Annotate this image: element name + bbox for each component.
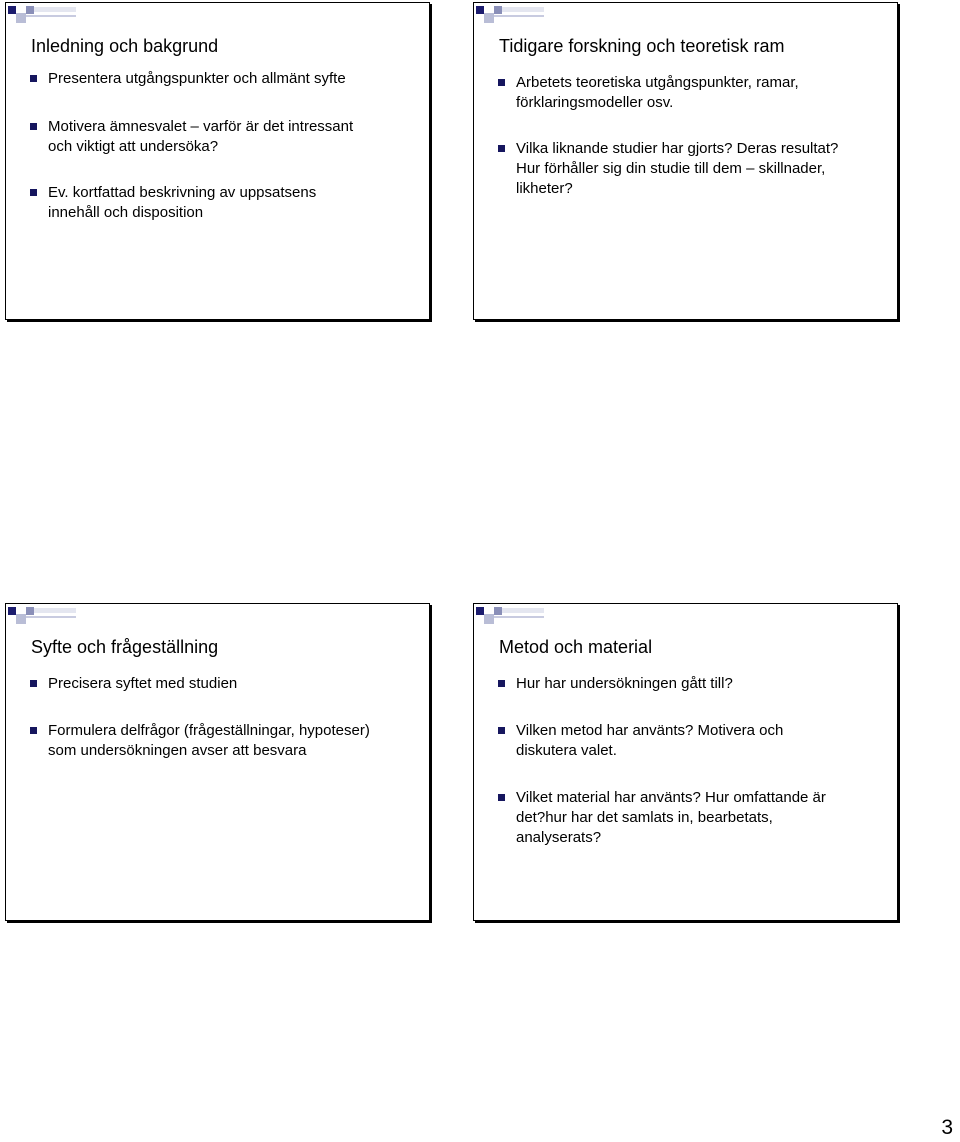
list-item: Vilken metod har använts? Motivera och diskutera valet. [496,721,826,761]
page-number: 3 [941,1116,953,1139]
list-item: Vilka liknande studier har gjorts? Deras resultat? Hur förhåller sig din studie till dem – skillnader, likheter? [496,139,838,199]
slide-title: Inledning och bakgrund [31,36,219,56]
slide-metod [473,603,898,921]
square-bullet-icon [498,79,505,86]
slide-title: Metod och material [499,637,653,657]
square-bullet-icon [30,123,37,130]
slide-logo-icon [474,604,544,626]
list-item: Ev. kortfattad beskrivning av uppsatsens innehåll och disposition [28,183,353,223]
list-item: Hur har undersökningen gått till? [496,674,826,694]
list-item: Formulera delfrågor (frågeställningar, hypoteser) som undersökningen avser att besvara [28,721,370,761]
square-bullet-icon [498,680,505,687]
list-item: Presentera utgångspunkter och allmänt syfte [28,69,353,89]
list-item: Motivera ämnesvalet – varför är det intressant och viktigt att undersöka? [28,117,353,157]
slide-logo-icon [6,604,76,626]
square-bullet-icon [30,727,37,734]
square-bullet-icon [30,75,37,82]
square-bullet-icon [30,189,37,196]
slide-title: Syfte och frågeställning [31,637,219,657]
square-bullet-icon [498,145,505,152]
square-bullet-icon [498,727,505,734]
bullet-list [496,674,826,848]
bullet-list [28,674,370,761]
slide-logo-icon [474,3,544,25]
slide-inledning [5,2,430,320]
slide-title: Tidigare forskning och teoretisk ram [499,36,785,56]
slide-tidigare-forskning [473,2,898,320]
bullet-list [28,69,353,223]
slide-syfte [5,603,430,921]
square-bullet-icon [498,794,505,801]
square-bullet-icon [30,680,37,687]
list-item: Precisera syftet med studien [28,674,370,694]
list-item: Arbetets teoretiska utgångspunkter, ramar, förklaringsmodeller osv. [496,73,838,113]
slide-logo-icon [6,3,76,25]
list-item: Vilket material har använts? Hur omfattande är det?hur har det samlats in, bearbetats, analyserats? [496,788,826,848]
bullet-list [496,73,838,199]
